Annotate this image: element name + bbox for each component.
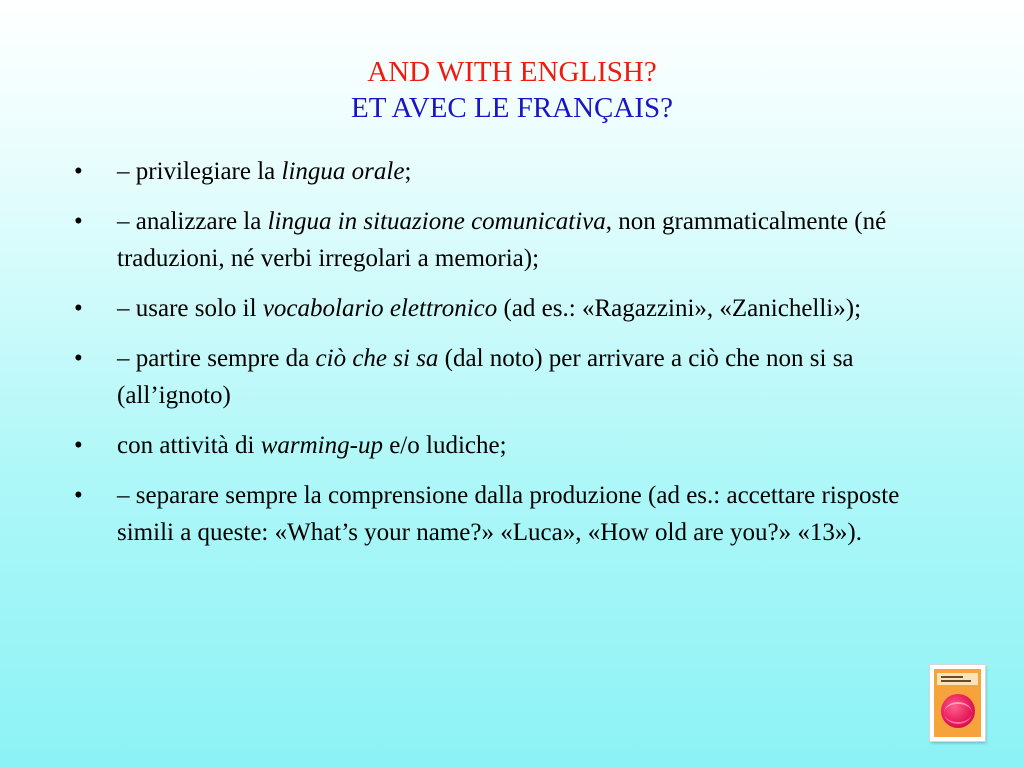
bullet-emphasis: warming-up <box>260 432 383 459</box>
bullet-text: e/o ludiche; <box>382 432 507 459</box>
list-item <box>70 203 900 277</box>
bullet-icon: • <box>74 295 83 322</box>
bullet-text: – privilegiare la <box>117 158 282 185</box>
bullet-icon: • <box>74 158 83 185</box>
cover-title-band <box>937 673 978 685</box>
yarn-ball-illustration <box>941 694 975 728</box>
book-cover-thumbnail-icon <box>930 665 985 741</box>
bullet-icon: • <box>74 432 83 459</box>
list-item <box>70 477 900 551</box>
bullet-text: – partire sempre da <box>117 345 316 372</box>
bullet-text: con attività di <box>117 432 261 459</box>
bullet-text: – usare solo il <box>117 295 263 322</box>
bullet-text: – analizzare la <box>117 208 268 235</box>
list-item <box>70 153 900 190</box>
bullet-icon: • <box>74 482 83 509</box>
bullet-text: (ad es.: «Ragazzini», «Zanichelli»); <box>497 295 862 322</box>
bullet-emphasis: lingua orale <box>281 158 405 185</box>
title-french: ET AVEC LE FRANÇAIS? <box>351 92 673 124</box>
bullet-emphasis: lingua in situazione comunicativa <box>267 208 606 235</box>
bullet-text: , non grammaticalmente (né traduzioni, né verbi irregolari a memoria); <box>117 208 887 272</box>
list-item <box>70 290 900 327</box>
bullet-icon: • <box>74 345 83 372</box>
bullet-text: ; <box>404 158 412 185</box>
bullet-emphasis: vocabolario elettronico <box>262 295 498 322</box>
bullet-text: – separare sempre la comprensione dalla produzione (ad es.: accettare risposte simili a queste: «What’s your name?» «Luca», «How old are you?» «13»). <box>117 482 900 546</box>
book-cover-image <box>934 669 981 737</box>
bullet-list <box>70 153 900 564</box>
list-item <box>70 340 900 414</box>
bullet-text: (dal noto) per arrivare a ciò che non si sa (all’ignoto) <box>117 345 854 409</box>
bullet-emphasis: ciò che si sa <box>315 345 439 372</box>
list-item <box>70 427 900 464</box>
slide-title <box>0 54 1024 126</box>
title-english: AND WITH ENGLISH? <box>367 56 657 88</box>
bullet-icon: • <box>74 208 83 235</box>
